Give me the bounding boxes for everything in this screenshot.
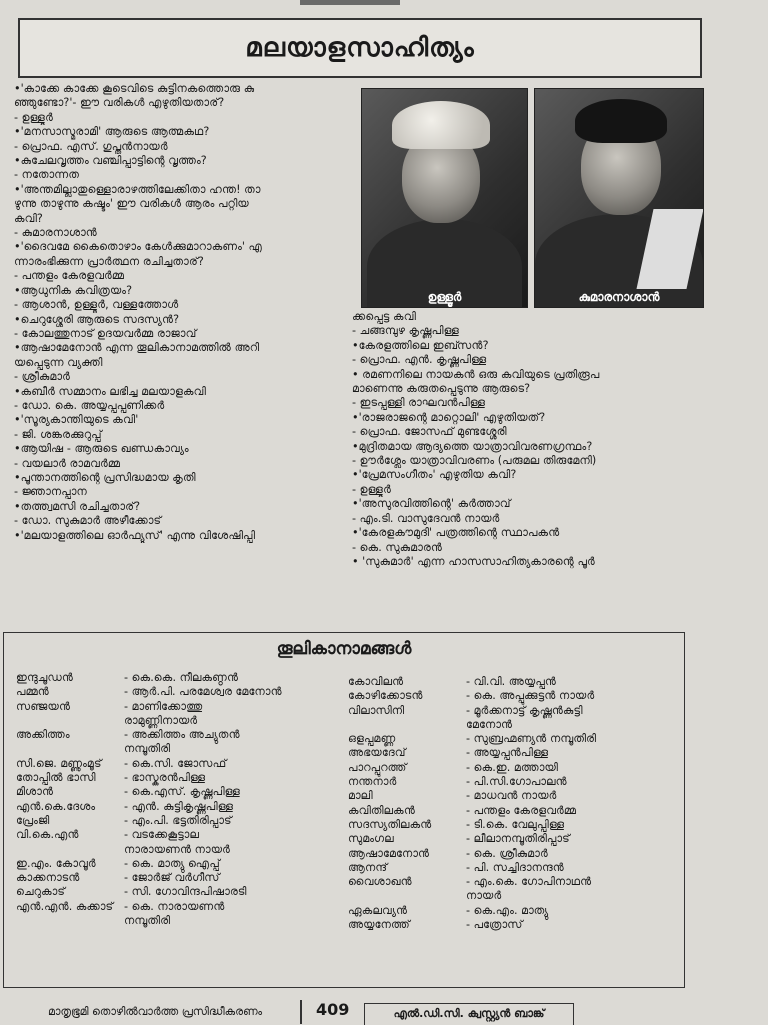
text-line: •'അന്തമില്ലാതുള്ളൊരാഴത്തിലേക്കിതാ ഹന്ത! താ — [14, 182, 261, 196]
text-line: ക്കപ്പെട്ട കവി — [352, 310, 416, 323]
real-name: - അയ്യപ്പൻപിള്ള — [466, 746, 549, 760]
text-line: ഴുന്നു താഴുന്നു കഷ്ടം' ഈ വരികൾ ആരം പറ്റിയ — [14, 197, 249, 211]
pen-name-row — [16, 857, 346, 871]
text-line: •'മനസാസ്മരാമി' ആരുടെ ആത്മകഥ? — [14, 125, 210, 139]
pen-name — [16, 914, 124, 928]
pen-name-row — [348, 918, 682, 932]
pen-name-row — [348, 804, 682, 818]
pen-name: മാലി — [348, 789, 373, 803]
real-name: - എം.പി. ഭട്ടതിരിപ്പാട് — [124, 813, 232, 827]
pen-name-row — [16, 742, 346, 756]
real-name: - കെ.സി. ജോസഫ് — [124, 756, 227, 770]
pen-name: കവിതിലകൻ — [348, 803, 415, 817]
text-line: •മുദ്രിതമായ ആദ്യത്തെ യാത്രാവിവരണഗ്രന്ഥം? — [352, 439, 593, 453]
pen-name: വി.കെ.എൻ — [16, 828, 79, 842]
photo-caption: ഉള്ളൂർ — [427, 290, 462, 304]
pen-name — [348, 889, 466, 903]
pen-name-row — [16, 914, 346, 928]
text-line: - ജി. ശങ്കരക്കുറുപ്പ് — [14, 427, 102, 441]
pen-name-row — [348, 832, 682, 846]
title-box — [18, 18, 702, 78]
pen-names-right — [348, 675, 682, 932]
pen-name: മിശാൻ — [16, 785, 54, 799]
pen-name-row — [16, 771, 346, 785]
real-name: - വി.വി. അയ്യപ്പൻ — [466, 675, 557, 688]
real-name: - പി. സച്ചിദാനന്ദൻ — [466, 860, 564, 874]
pen-name-row — [348, 861, 682, 875]
text-line: - ജ്ഞാനപ്പാന — [14, 485, 87, 499]
real-name: - സി. ഗോവിന്ദപിഷാരടി — [124, 885, 247, 899]
text-line: •ചെറുശ്ശേരി ആരുടെ സദസ്യൻ? — [14, 312, 180, 326]
text-line: - എം.ടി. വാസുദേവൻ നായർ — [352, 511, 500, 525]
pen-name — [16, 843, 124, 857]
pen-name-row — [348, 761, 682, 775]
pen-name: ചെറുകാട് — [16, 885, 66, 899]
text-line: •ആയിഷ - ആരുടെ ഖണ്ഡകാവ്യം — [14, 442, 189, 456]
pen-name: അഭയദേവ് — [348, 746, 406, 760]
real-name: - അക്കിത്തം അച്യുതൻ — [124, 728, 240, 742]
real-name: - ജോർജ് വർഗീസ് — [124, 871, 220, 885]
text-line: • രമണനിലെ നായകൻ ഒരു കവിയുടെ പ്രതിരൂപ — [352, 367, 600, 381]
pen-name-row — [348, 875, 682, 889]
text-line: •തത്ത്വമസി രചിച്ചതാര്? — [14, 499, 141, 513]
real-name: രാമുണ്ണിനായർ — [124, 713, 198, 727]
pen-name — [16, 714, 124, 728]
top-tab-decoration — [300, 0, 400, 5]
text-line: •ആഷാമേനോൻ എന്ന തൂലികാനാമത്തിൽ അറി — [14, 341, 260, 355]
text-line: - ഡോ. കെ. അയ്യപ്പപ്പണിക്കർ — [14, 398, 165, 412]
pen-name: പമ്മൻ — [16, 685, 49, 699]
pen-name: സദസ്യതിലകൻ — [348, 817, 432, 831]
text-line: കവി? — [14, 211, 43, 225]
page-title: മലയാളസാഹിത്യം — [245, 32, 475, 63]
real-name: - ടി.കെ. വേലുപ്പിള്ള — [466, 817, 565, 831]
real-name: - മാധവൻ നായർ — [466, 789, 557, 803]
photo-turban — [392, 101, 490, 149]
text-line: •'മലയാളത്തിലെ ഓർഫ്യൂസ്' എന്നു വിശേഷിപ്പി — [14, 528, 256, 542]
pen-name: പ്രേംജി — [16, 813, 50, 827]
text-line: - ഇടപ്പള്ളി രാഘവൻപിള്ള — [352, 396, 486, 410]
pen-name: അക്കിത്തം — [16, 728, 70, 742]
text-line: - ഉള്ളൂർ — [352, 482, 391, 496]
text-line: •കബീർ സമ്മാനം ലഭിച്ച മലയാളകവി — [14, 384, 206, 398]
pen-name-row — [16, 885, 346, 899]
real-name: - എൻ. കുട്ടികൃഷ്ണപിള്ള — [124, 799, 234, 813]
pen-names-box — [3, 632, 685, 988]
text-line: യപ്പെടുന്ന വ്യക്തി — [14, 355, 103, 369]
pen-name: വൈശാഖൻ — [348, 875, 412, 889]
real-name: - സുബ്രഹ്മണ്യൻ നമ്പൂതിരി — [466, 732, 597, 746]
pen-name-row — [16, 728, 346, 742]
pen-name: ഇന്ദുചൂഡൻ — [16, 671, 74, 684]
pen-name: എൻ.എൻ. കക്കാട് — [16, 899, 114, 913]
text-line: •'പ്രേമസംഗീതം' എഴുതിയ കവി? — [352, 468, 517, 482]
real-name: - പന്തളം കേരളവർമ്മ — [466, 803, 577, 817]
pen-name: അയ്യനേത്ത് — [348, 918, 410, 932]
real-name: - എം.കെ. ഗോപിനാഥൻ — [466, 875, 592, 889]
real-name: - ആർ.പി. പരമേശ്വര മേനോൻ — [124, 685, 282, 699]
real-name: - കെ.എസ്. കൃഷ്ണപിള്ള — [124, 785, 241, 799]
pen-name-row — [16, 757, 346, 771]
text-line: - ഉള്ളൂർ — [14, 110, 53, 124]
questions-column-right — [352, 310, 712, 569]
text-line: •കുചേലവൃത്തം വഞ്ചിപ്പാട്ടിന്റെ വൃത്തം? — [14, 154, 207, 168]
pen-name: സഞ്ജയൻ — [16, 699, 71, 713]
text-line: - ശ്രീകുമാർ — [14, 370, 71, 384]
real-name: - കെ.കെ. നീലകണ്ഠൻ — [124, 671, 239, 684]
real-name: നമ്പൂതിരി — [124, 914, 171, 928]
real-name: - കെ. ശ്രീകുമാർ — [466, 846, 548, 860]
text-line: - ഊർശ്ലേം യാത്രാവിവരണം (പരുമല തിരുമേനി) — [352, 454, 597, 468]
pen-name-row — [16, 843, 346, 857]
footer-page-number: 409 — [300, 1000, 349, 1024]
text-line: - കോലത്തുനാട് ഉദയവർമ്മ രാജാവ് — [14, 326, 197, 340]
real-name: - പി.സി.ഗോപാലൻ — [466, 775, 567, 789]
photo-caption: കുമാരനാശാൻ — [578, 290, 660, 304]
photo-hair — [575, 99, 667, 143]
text-line: •'അസുരവിത്തിന്റെ' കർത്താവ് — [352, 497, 511, 511]
pen-name: കാക്കനാടൻ — [16, 871, 80, 885]
pen-name: എൻ.കെ.ദേശം — [16, 799, 96, 813]
text-line: - പ്രൊഫ. എസ്. ഗുപ്തൻനായർ — [14, 139, 168, 153]
text-line: •കേരളത്തിലെ ഇബ്സൻ? — [352, 338, 489, 352]
footer-book-title: എൽ.ഡി.സി. ക്വസ്റ്റ്യൻ ബാങ്ക് — [364, 1003, 574, 1025]
pen-names-left — [16, 671, 346, 928]
pen-name-row — [16, 714, 346, 728]
pen-name: സുമംഗല — [348, 832, 394, 846]
pen-name: ആഷാമേനോൻ — [348, 846, 430, 860]
real-name: - മാണിക്കോത്തു — [124, 699, 203, 713]
real-name: - കെ.എം. മാത്യു — [466, 903, 549, 917]
pen-name-row — [348, 818, 682, 832]
pen-name-row — [348, 675, 682, 689]
real-name: - കെ. മാത്യു ഐപ്പ് — [124, 856, 220, 870]
text-line: •പൂന്താനത്തിന്റെ പ്രസിദ്ധമായ കൃതി — [14, 470, 196, 484]
text-line: - നതോന്നത — [14, 168, 80, 182]
pen-name: ആനന്ദ് — [348, 860, 388, 874]
text-line: മാണെന്നു കരുതപ്പെടുന്നു ആരുടെ? — [352, 382, 531, 396]
pen-name: പാറപ്പുറത്ത് — [348, 760, 407, 774]
pen-name-row — [348, 789, 682, 803]
pen-name-row — [16, 900, 346, 914]
photo-kumaranasan — [534, 88, 704, 308]
real-name: - പത്രോസ് — [466, 918, 523, 932]
real-name: - ലീലാനമ്പൂതിരിപ്പാട് — [466, 832, 570, 846]
real-name: - കെ. നാരായണൻ — [124, 899, 225, 913]
real-name: നമ്പൂതിരി — [124, 742, 171, 756]
text-line: - പ്രൊഫ. ജോസഫ് മുണ്ടശ്ശേരി — [352, 425, 507, 439]
pen-name-row — [16, 828, 346, 842]
text-line: - ആശാൻ, ഉള്ളൂർ, വള്ളത്തോൾ — [14, 298, 179, 312]
real-name: - മൂർക്കനാട്ട് കൃഷ്ണൻകുട്ടി — [466, 703, 583, 717]
pen-name-row — [16, 671, 346, 685]
real-name: - കെ. അപ്പുക്കുട്ടൻ നായർ — [466, 689, 595, 703]
text-line: •'കാക്കേ കാക്കേ കൂടെവിടെ കുട്ടിനകത്തൊരു കു — [14, 82, 255, 95]
text-line: - കുമാരനാശാൻ — [14, 226, 97, 240]
text-line: - ചങ്ങമ്പുഴ കൃഷ്ണപിള്ള — [352, 324, 459, 338]
text-line: - പ്രൊഫ. എൻ. കൃഷ്ണപിള്ള — [352, 353, 487, 367]
real-name: - വടക്കേകൂട്ടാല — [124, 828, 200, 842]
real-name: - കെ.ഇ. മത്തായി — [466, 760, 558, 774]
real-name: നാരായണൻ നായർ — [124, 842, 230, 856]
pen-name-row — [348, 689, 682, 703]
questions-column-left — [14, 82, 359, 543]
pen-name: നന്തനാർ — [348, 775, 397, 789]
pen-name: സി.ജെ. മണ്ണുംമൂട് — [16, 756, 102, 770]
text-line: •'സൂര്യകാന്തിയുടെ കവി' — [14, 413, 139, 427]
text-line: - കെ. സുകുമാരൻ — [352, 540, 443, 554]
text-line: • 'സുകുമാർ' എന്ന ഹാസസാഹിത്യകാരന്റെ പൂർ — [352, 554, 595, 568]
text-line: ഞ്ഞുണ്ടോ?'- ഈ വരികൾ എഴുതിയതാര്? — [14, 96, 225, 110]
footer-publisher: മാതൃഭൂമി തൊഴിൽവാർത്ത പ്രസിദ്ധീകരണം — [48, 1005, 263, 1018]
pen-name: ഒളപ്പമണ്ണ — [348, 732, 396, 746]
pen-name: ഇ.എം. കോവൂർ — [16, 856, 96, 870]
pen-name-row — [16, 685, 346, 699]
pen-name: തോപ്പിൽ ഭാസി — [16, 771, 96, 785]
pen-name-row — [16, 871, 346, 885]
real-name: - ഭാസ്കരൻപിള്ള — [124, 771, 206, 785]
pen-name-row — [348, 746, 682, 760]
pen-name — [348, 718, 466, 732]
pen-name-row — [348, 904, 682, 918]
pen-name-row — [348, 704, 682, 718]
pen-name-row — [348, 718, 682, 732]
pen-names-title: തൂലികാനാമങ്ങൾ — [276, 639, 412, 659]
pen-name-row — [16, 700, 346, 714]
text-line: ന്നാരംഭിക്കുന്ന പ്രാർത്ഥന രചിച്ചതാര്? — [14, 254, 204, 268]
pen-name: കോവിലൻ — [348, 675, 404, 688]
pen-name: കോഴിക്കോടൻ — [348, 689, 423, 703]
pen-name — [16, 742, 124, 756]
real-name: നായർ — [466, 889, 502, 903]
pen-name-row — [348, 775, 682, 789]
text-line: - ഡോ. സുകുമാർ അഴീക്കോട് — [14, 514, 162, 528]
text-line: - പന്തളം കേരളവർമ്മ — [14, 269, 125, 283]
text-line: •'രാജരാജന്റെ മാറ്റൊലി' എഴുതിയത്? — [352, 410, 546, 424]
pen-name-row — [16, 785, 346, 799]
text-line: •'കേരളകൗമുദി' പത്രത്തിന്റെ സ്ഥാപകൻ — [352, 526, 560, 540]
pen-name-row — [348, 847, 682, 861]
pen-name-row — [16, 814, 346, 828]
text-line: •ആധുനിക കവിത്രയം? — [14, 283, 133, 297]
pen-name-row — [348, 732, 682, 746]
pen-name: വിലാസിനി — [348, 703, 405, 717]
pen-name-row — [16, 800, 346, 814]
pen-name-row — [348, 889, 682, 903]
photo-ulloor — [361, 88, 528, 308]
text-line: •'ദൈവമേ കൈതൊഴാം കേൾക്കുമാറാകണം' എ — [14, 240, 263, 254]
text-line: - വയലാർ രാമവർമ്മ — [14, 456, 121, 470]
real-name: മേനോൻ — [466, 717, 513, 731]
pen-name: ഏകലവ്യൻ — [348, 903, 408, 917]
